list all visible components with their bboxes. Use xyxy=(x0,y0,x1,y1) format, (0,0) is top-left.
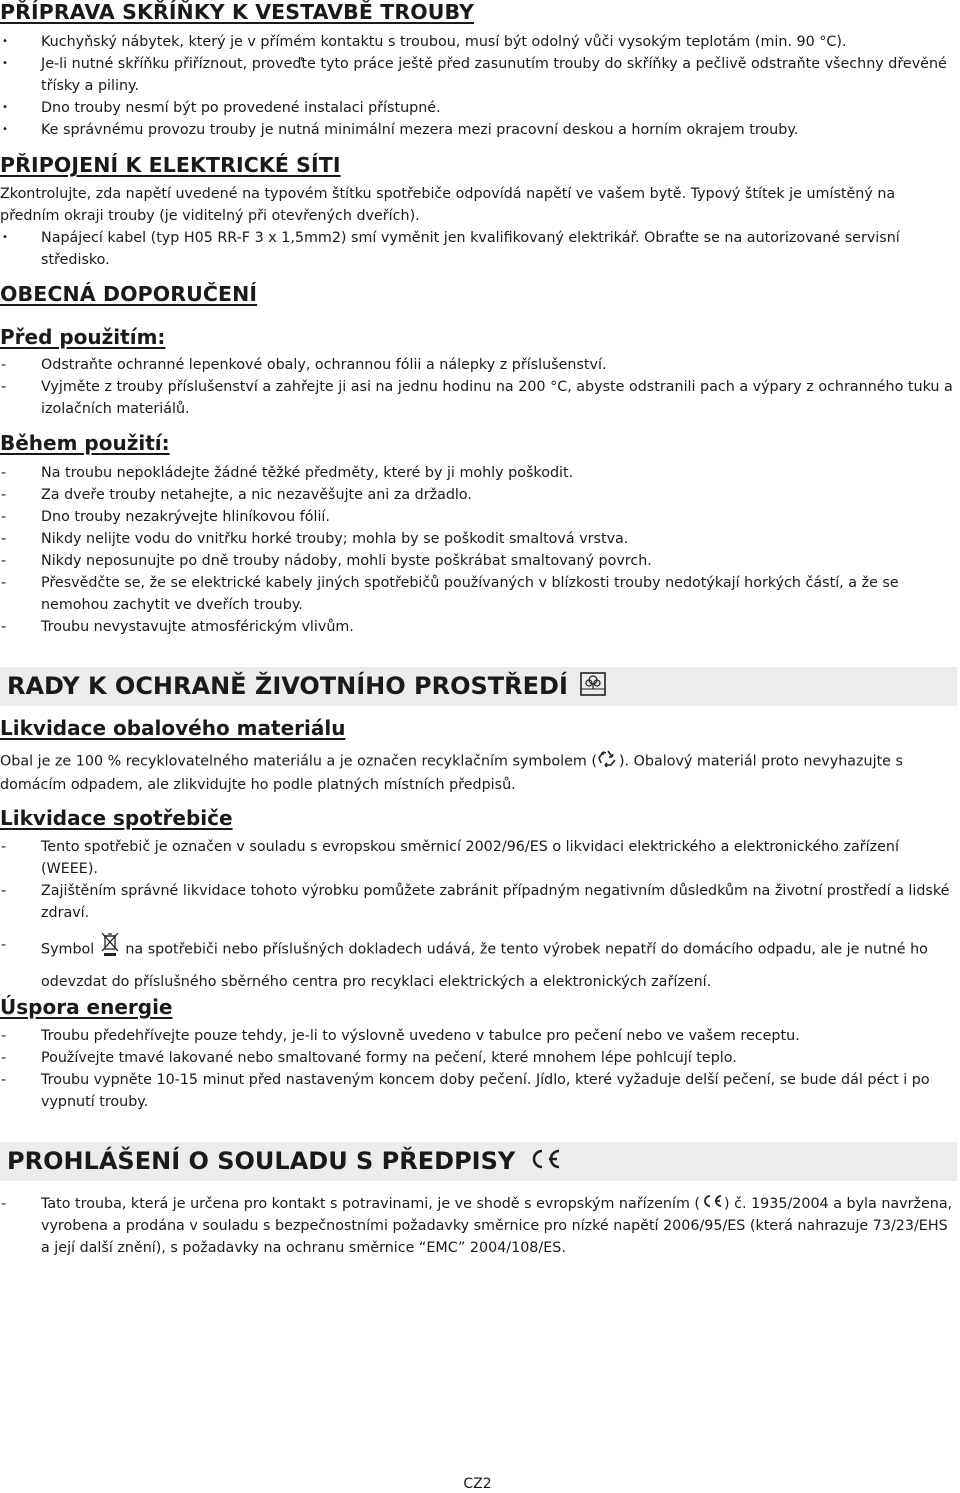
list-item: • Napájecí kabel (typ H05 RR-F 3 x 1,5mm2) smí vyměnit jen kvalifikovaný elektrikář. Obraťte se na autorizované servisní středisko. xyxy=(2,230,900,268)
list-item: - Odstraňte ochranné lepenkové obaly, ochrannou fólii a nálepky z příslušenství. xyxy=(1,357,607,373)
section-band-compliance xyxy=(0,1142,957,1181)
ce-mark-icon xyxy=(528,1148,562,1176)
list-item: - Přesvědčte se, že se elektrické kabely jiných spotřebičů používaných v blízkosti trouby nedotýkají horkých částí, a že se nemohou zachytit ve dveřích trouby. xyxy=(1,575,899,613)
list-item: - Troubu vypněte 10-15 minut před nastaveným koncem doby pečení. Jídlo, které vyžaduje delší pečení, se bude dál péct i po vypnutí trouby. xyxy=(1,1072,930,1110)
ce-mark-icon xyxy=(700,1193,724,1215)
subheading-appliance-disposal: Likvidace spotřebiče xyxy=(0,806,233,830)
heading-cabinet-prep: PŘÍPRAVA SKŘÍŇKY K VESTAVBĚ TROUBY xyxy=(0,0,475,24)
heading-general-recommendations: OBECNÁ DOPORUČENÍ xyxy=(0,282,258,306)
electrical-paragraph: Zkontrolujte, zda napětí uvedené na typovém štítku spotřebiče odpovídá napětí ve vašem bytě. Typový štítek je umístěný na předním okraji trouby (je viditelný při otevřených dveřích). xyxy=(0,186,896,224)
list-item: - Za dveře trouby netahejte, a nic nezavěšujte ani za držadlo. xyxy=(1,487,472,503)
list-item: • Kuchyňský nábytek, který je v přímém kontaktu s troubou, musí být odolný vůči vysokým teplotám (min. 90 °C). xyxy=(2,34,847,50)
list-item: • Dno trouby nesmí být po provedené instalaci přístupné. xyxy=(2,100,441,116)
list-item: • Ke správnému provozu trouby je nutná minimální mezera mezi pracovní deskou a horním okrajem trouby. xyxy=(2,122,799,138)
section-band-environment xyxy=(0,667,957,706)
list-item: • Je-li nutné skříňku přiříznout, proveďte tyto práce ještě před zasunutím trouby do skříňky a pečlivě odstraňte všechny dřevěné třísky a piliny. xyxy=(2,56,947,94)
list-item: - Troubu nevystavujte atmosférickým vlivům. xyxy=(1,619,354,635)
list-item: - Vyjměte z trouby příslušenství a zahřejte ji asi na jednu hodinu na 200 °C, abyste odstranili pach a výpary z ochranného tuku a izolačních materiálů. xyxy=(1,379,953,417)
list-item: - Troubu předehřívejte pouze tehdy, je-li to výslovně uvedeno v tabulce pro pečení nebo ve vašem receptu. xyxy=(1,1028,800,1044)
subheading-energy-saving: Úspora energie xyxy=(0,995,173,1019)
list-item: - Používejte tmavé lakované nebo smaltované formy na pečení, které mnohem lépe pohlcují teplo. xyxy=(1,1050,737,1066)
heading-environment: RADY K OCHRANĚ ŽIVOTNÍHO PROSTŘEDÍ xyxy=(7,672,606,702)
subheading-packaging-disposal: Likvidace obalového materiálu xyxy=(0,716,346,740)
list-item: - Tato trouba, která je určena pro kontakt s potravinami, je ve shodě s evropským nařízením ( ) č. 1935/2004 a byla navržena, vyrobena a prodána v souladu s bezpečnostními požadavky směrnice pro nízké napětí 2006/95/ES (která nahrazuje 73/23/EHS a její další znění), s požadavky na ochranu směrnice “EMC” 2004/108/ES. xyxy=(0,1193,955,1259)
list-item: - Nikdy nelijte vodu do vnitřku horké trouby; mohla by se poškodit smaltová vrstva. xyxy=(1,531,629,547)
list-item: - Nikdy neposunujte po dně trouby nádoby, mohli byste poškrábat smaltovaný povrch. xyxy=(1,553,652,569)
subheading-before-use: Před použitím: xyxy=(0,325,166,349)
packaging-paragraph: Obal je ze 100 % recyklovatelného materiálu a je označen recyklačním symbolem ( ). Obalový materiál proto nevyhazujte s domácím odpadem, ale zlikvidujte ho podle platných místních předpisů. xyxy=(0,749,955,796)
recycle-icon xyxy=(597,749,619,774)
list-item: - Dno trouby nezakrývejte hliníkovou fólií. xyxy=(1,509,330,525)
list-item: - Zajištěním správné likvidace tohoto výrobku pomůžete zabránit případným negativním důsledkům na životní prostředí a lidské zdraví. xyxy=(1,883,950,921)
heading-electrical: PŘIPOJENÍ K ELEKTRICKÉ SÍTI xyxy=(0,153,341,177)
page-number: CZ2 xyxy=(463,1476,492,1492)
weee-bin-icon xyxy=(99,931,121,968)
environment-icon xyxy=(580,672,606,702)
heading-compliance: PROHLÁŠENÍ O SOULADU S PŘEDPISY xyxy=(7,1147,562,1176)
list-item: - Symbol na spotřebiči nebo příslušných dokladech udává, že tento výrobek nepatří do domácího odpadu, ale je nutné ho odevzdat do příslušného sběrného centra pro recyklaci elektrických a elektronických zařízení. xyxy=(0,931,955,997)
list-item: - Tento spotřebič je označen v souladu s evropskou směrnicí 2002/96/ES o likvidaci elektrického a elektronického zařízení (WEEE). xyxy=(1,839,899,877)
subheading-during-use: Během použití: xyxy=(0,431,170,455)
list-item: - Na troubu nepokládejte žádné těžké předměty, které by ji mohly poškodit. xyxy=(1,465,574,481)
